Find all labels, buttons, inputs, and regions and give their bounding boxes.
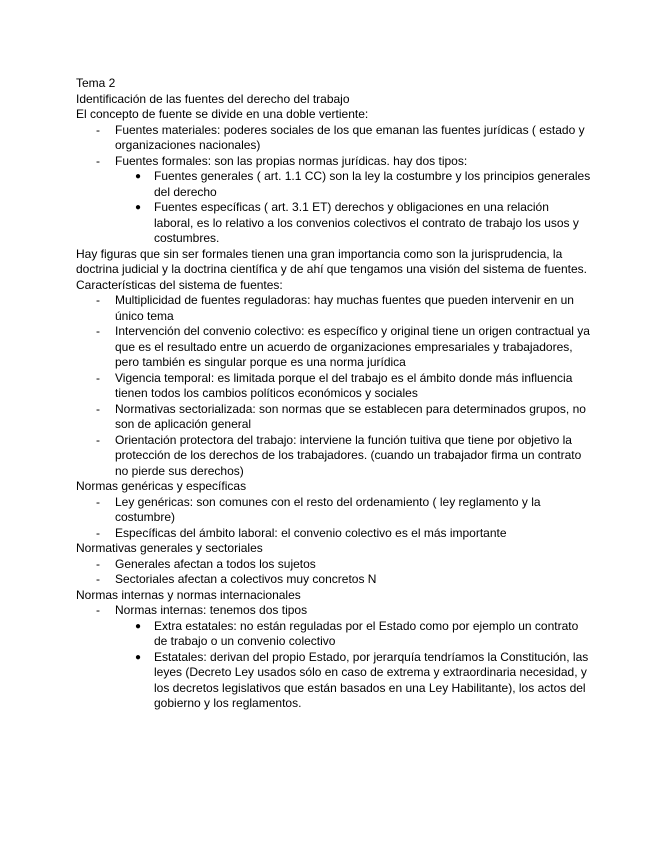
dash-list-item (76, 123, 591, 154)
dash-marker: - (96, 122, 100, 137)
list-item-text: Fuentes formales: son las propias normas jurídicas. hay dos tipos: (115, 153, 468, 168)
list-item-text: Extra estatales: no están reguladas por el Estado como por ejemplo un contrato de trabajo o un convenio colectivo (154, 618, 579, 648)
dash-marker: - (96, 494, 100, 509)
dash-marker: - (96, 293, 100, 307)
list-item-text: Generales afectan a todos los sujetos (115, 556, 316, 571)
bullet-icon: ● (135, 171, 142, 182)
dash-marker: - (96, 572, 100, 586)
paragraph: Tema 2 (76, 76, 116, 90)
dash-marker: - (96, 432, 100, 447)
paragraph: El concepto de fuente se divide en una doble vertiente: (76, 107, 369, 121)
list-item-text: Intervención del convenio colectivo: es específico y original tiene un origen contractual ya que es el resultado entre un acuerdo de organizaciones empresariales y trabajadores, pero también es singular porque es una norma jurídica (115, 324, 590, 369)
list-item-text: Ley genéricas: son comunes con el resto del ordenamiento ( ley reglamento y la costumbre) (115, 494, 541, 524)
dash-list-item (76, 293, 591, 324)
paragraph: Normas genéricas y específicas (76, 479, 247, 493)
bullet-list-item (76, 650, 591, 712)
list-item-text: Fuentes específicas ( art. 3.1 ET) derechos y obligaciones en una relación laboral, es lo relativo a los convenios colectivos el contrato de trabajo los usos y costumbres. (154, 200, 579, 245)
dash-marker: - (96, 153, 100, 168)
dash-marker: - (96, 525, 100, 540)
dash-list-item (76, 154, 591, 170)
dash-list-item (76, 572, 591, 588)
list-item-text: Fuentes generales ( art. 1.1 CC) son la ley la costumbre y los principios generales del derecho (154, 169, 591, 199)
list-item-text: Multiplicidad de fuentes reguladoras: hay muchas fuentes que pueden intervenir en un único tema (115, 293, 574, 323)
list-item-text: Sectoriales afectan a colectivos muy concretos N (115, 572, 377, 586)
dash-list-item (76, 603, 591, 619)
paragraph: Identificación de las fuentes del derecho del trabajo (76, 91, 350, 106)
dash-marker: - (96, 324, 100, 338)
bullet-list-item (76, 619, 591, 650)
list-item-text: Orientación protectora del trabajo: interviene la función tuitiva que tiene por objetivo la protección de los derechos de los trabajadores. (cuando un trabajador firma un contrato no pierde sus derechos) (115, 432, 582, 478)
dash-list-item (76, 526, 591, 542)
dash-list-item (76, 402, 591, 433)
list-item-text: Específicas del ámbito laboral: el convenio colectivo es el más importante (115, 525, 507, 540)
dash-list-item (76, 495, 591, 526)
bullet-icon: ● (135, 620, 142, 632)
document-body (76, 76, 591, 712)
paragraph: Normas internas y normas internacionales (76, 587, 301, 602)
dash-list-item (76, 371, 591, 402)
dash-marker: - (96, 401, 100, 416)
list-item-text: Normas internas: tenemos dos tipos (115, 603, 308, 617)
bullet-icon: ● (135, 202, 142, 213)
paragraph: Normativas generales y sectoriales (76, 541, 263, 555)
list-item-text: Estatales: derivan del propio Estado, por jerarquía tendríamos la Constitución, las leyes (Decreto Ley usados sólo en caso de extrema y extraordinaria necesidad, y los decretos legislativos que están basados en una Ley Habilitante), los actos del gobierno y los reglamentos. (154, 649, 589, 710)
bullet-icon: ● (135, 651, 142, 663)
list-item-text: Fuentes materiales: poderes sociales de los que emanan las fuentes jurídicas ( estado y organizaciones nacionales) (115, 122, 585, 152)
dash-list-item (76, 433, 591, 480)
paragraph: Hay figuras que sin ser formales tienen una gran importancia como son la jurisprudencia, la doctrina judicial y la doctrina científica y de ahí que tengamos una visión del sistema de fuentes. (76, 246, 587, 276)
dash-list-item (76, 324, 591, 371)
dash-marker: - (96, 556, 100, 571)
dash-marker: - (96, 370, 100, 385)
bullet-list-item (76, 169, 591, 200)
list-item-text: Normativas sectorializada: son normas que se establecen para determinados grupos, no son de aplicación general (115, 401, 586, 431)
list-item-text: Vigencia temporal: es limitada porque el del trabajo es el ámbito donde más influencia tienen todos los cambios políticos económicos y sociales (115, 370, 573, 400)
paragraph: Características del sistema de fuentes: (76, 277, 283, 292)
dash-marker: - (96, 603, 100, 617)
bullet-list-item (76, 200, 591, 247)
dash-list-item (76, 557, 591, 573)
